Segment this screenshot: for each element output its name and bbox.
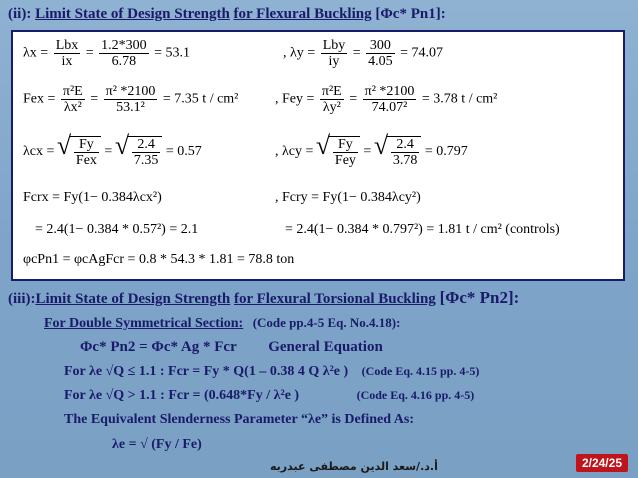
eq-den: ix — [61, 54, 73, 69]
heading2-part1: Limit State of Design Strength — [35, 291, 231, 307]
eq-op: = — [363, 144, 372, 160]
heading-flexural-buckling — [8, 6, 446, 23]
section-title-row — [44, 315, 400, 332]
eq-phi-pn1: φcPn1 = φcAgFcr = 0.8 * 54.3 * 1.81 = 78.8 ton — [23, 252, 295, 267]
condition-2: For λe √Q > 1.1 : Fcr = (0.648*Fy / λ²e ) — [64, 388, 300, 403]
general-equation-row — [80, 339, 383, 356]
eq-lambda-x — [23, 38, 190, 69]
eq-op: = — [352, 45, 361, 61]
eq-num: Lby — [322, 38, 346, 53]
condition-1-ref: (Code Eq. 4.15 pp. 4-5) — [361, 364, 480, 378]
eq-result: = 3.78 t / cm² — [421, 91, 498, 107]
eq-result: = 0.797 — [424, 144, 468, 160]
eq-op: = — [104, 144, 113, 160]
author-name: أ.د./سعد الدين مصطفى عبدربه — [270, 460, 438, 473]
eq-den: Fex — [75, 153, 97, 168]
condition-2-ref: (Code Eq. 4.16 pp. 4-5) — [356, 388, 475, 402]
eq-lambda-y — [283, 38, 443, 69]
eq-result: = 7.35 t / cm² — [162, 91, 239, 107]
eq-fcry: , Fcry = Fy(1− 0.384λcy²) — [275, 190, 421, 205]
eq-lambda-cx — [23, 136, 202, 168]
eq-op: = — [85, 45, 94, 61]
eq-den: 7.35 — [133, 153, 159, 168]
eq-lhs: , Fey = — [275, 91, 315, 107]
eq-fey — [275, 84, 497, 115]
eq-op: = — [90, 91, 99, 107]
eq-fcrx: Fcrx = Fy(1− 0.384λcx²) — [23, 190, 162, 205]
heading2-prefix: (iii): — [8, 291, 36, 307]
section-title: For Double Symmetrical Section: — [44, 316, 244, 331]
eq-num: √ Fy — [333, 137, 358, 153]
condition-1: For λe √Q ≤ 1.1 : Fcr = Fy * Q(1 – 0.38 4 Q λ²e ) — [64, 364, 349, 379]
eq-num: π²E — [321, 84, 342, 99]
page-indicator: 2/24/25 — [576, 454, 628, 472]
eq-result: = 74.07 — [400, 45, 444, 61]
eq-num: π²E — [62, 84, 83, 99]
eq-result: = 0.57 — [165, 144, 202, 160]
eq-num: π² *2100 — [364, 84, 415, 99]
eq-lhs: , λcy = — [275, 144, 314, 160]
eq-den: λx² — [63, 100, 82, 115]
heading1-part2: for Flexural Buckling — [233, 6, 372, 22]
eq-fcry-value: = 2.4(1− 0.384 * 0.797²) = 1.81 t / cm² (controls) — [285, 222, 560, 237]
eq-den: Fey — [334, 153, 356, 168]
eq-num: √ Fy — [74, 137, 99, 153]
eq-num: 300 — [366, 38, 395, 54]
heading2-part2: for Flexural Torsional Buckling — [233, 291, 436, 307]
eq-den: 4.05 — [368, 54, 393, 69]
eq-num: π² *2100 — [105, 84, 156, 99]
heading1-prefix: (ii): — [8, 6, 36, 22]
eq-num: √ 2.4 — [132, 137, 161, 153]
general-equation: Φc* Pn2 = Φc* Ag * Fcr — [80, 339, 237, 355]
heading1-formula: [Φc* Pn1]: — [375, 6, 446, 22]
condition-row-1 — [64, 364, 479, 380]
eq-fcrx-value: = 2.4(1− 0.384 * 0.57²) = 2.1 — [35, 222, 199, 237]
eq-num: √ 2.4 — [391, 137, 420, 153]
eq-den: 3.78 — [392, 153, 418, 168]
eq-op: = — [349, 91, 358, 107]
eq-lhs: Fex = — [23, 91, 56, 107]
section-ref: (Code pp.4-5 Eq. No.4.18): — [252, 315, 401, 330]
eq-lhs: λcx = — [23, 144, 55, 160]
condition-row-2 — [64, 388, 474, 404]
heading1-part1: Limit State of Design Strength — [35, 6, 230, 22]
eq-den: λy² — [322, 100, 341, 115]
lambda-e-definition: λe = √ (Fy / Fe) — [112, 437, 202, 452]
eq-lhs: , λy = — [283, 45, 316, 61]
eq-result: = 53.1 — [154, 45, 191, 61]
eq-den: 53.1² — [116, 100, 145, 115]
equivalent-slenderness: The Equivalent Slenderness Parameter “λe” is Defined As: — [64, 412, 414, 427]
eq-den: 74.07² — [371, 100, 408, 115]
eq-den: 6.78 — [111, 54, 137, 69]
eq-fex — [23, 84, 238, 115]
general-equation-label: General Equation — [268, 339, 383, 355]
eq-lhs: λx = — [23, 45, 49, 61]
eq-num: 1.2*300 — [101, 38, 147, 53]
eq-num: Lbx — [55, 38, 79, 53]
eq-lambda-cy — [275, 136, 468, 168]
heading2-formula: [Φc* Pn2]: — [439, 288, 520, 307]
eq-den: iy — [328, 54, 340, 69]
equation-box — [11, 30, 625, 281]
heading-flexural-torsional — [8, 288, 519, 308]
